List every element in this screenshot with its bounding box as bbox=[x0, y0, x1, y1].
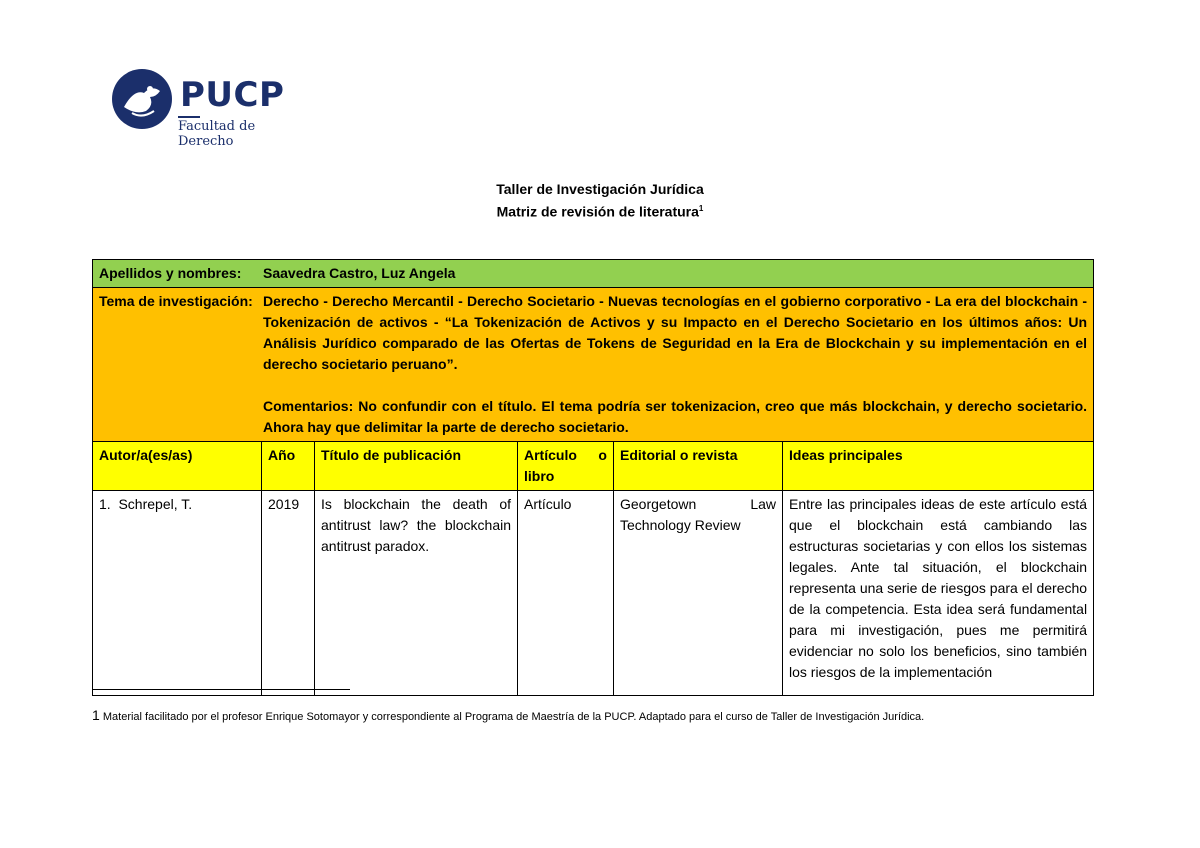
table-row bbox=[93, 491, 1094, 696]
table-header-row bbox=[93, 442, 1094, 491]
topic-label: Tema de investigación: bbox=[99, 293, 253, 309]
topic-comments: Comentarios: No confundir con el título. El tema podría ser tokenizacion, creo que más blockchain, y derecho societario. Ahora hay que delimitar la parte de derecho societario. bbox=[263, 398, 1088, 435]
header-year: Año bbox=[262, 442, 315, 491]
topic-text: Derecho - Derecho Mercantil - Derecho Societario - Nuevas tecnologías en el gobierno corporativo - La era del blockchain - Tokenización de activos - “La Tokenización de Activos y su Impacto en el Derecho Societario en los últimos años: Un Análisis Jurídico comparado de las Ofertas de Tokens de Seguridad en la Era de Blockchain y su implementación en el derecho societario peruano”. bbox=[263, 293, 1088, 372]
row-number: 1. bbox=[99, 496, 111, 512]
logo-faculty-line1: Facultad de bbox=[178, 119, 256, 134]
logo-faculty bbox=[178, 119, 255, 149]
footnote-text: Material facilitado por el profesor Enrique Sotomayor y correspondiente al Programa de Maestría de la PUCP. Adaptado para el curso de Taller de Investigación Jurídica. bbox=[102, 711, 925, 723]
document-subtitle bbox=[0, 199, 1200, 222]
row-author: Schrepel, T. bbox=[118, 496, 193, 512]
student-name: Saavedra Castro, Luz Angela bbox=[263, 265, 456, 281]
footnote-ref: 1 bbox=[698, 204, 704, 213]
logo-faculty-line2: Derecho bbox=[178, 134, 234, 149]
header-type: Artículo o libro bbox=[518, 442, 614, 491]
logo-brand: PUCP bbox=[180, 75, 285, 115]
footnote bbox=[92, 707, 924, 725]
subtitle-text: Matriz de revisión de literatura bbox=[496, 203, 699, 220]
header-author: Autor/a(es/as) bbox=[93, 442, 262, 491]
pucp-emblem-icon bbox=[110, 67, 174, 131]
cell-author bbox=[93, 491, 262, 696]
cell-year: 2019 bbox=[262, 491, 315, 696]
cell-type: Artículo bbox=[518, 491, 614, 696]
header-publisher: Editorial o revista bbox=[614, 442, 783, 491]
header-ideas: Ideas principales bbox=[783, 442, 1094, 491]
student-label: Apellidos y nombres: bbox=[99, 265, 242, 281]
document-header bbox=[0, 179, 1200, 222]
cell-ideas: Entre las principales ideas de este artículo está que el blockchain está cambiando las estructuras societarias y con ellos los sistemas legales. Ante tal situación, el blockchain representa una serie de riesgos para el derecho de la competencia. Esta idea será fundamental para mi investigación, pues me permitirá evidenciar no solo los beneficios, sino también los riesgos de la implementación bbox=[783, 491, 1094, 696]
student-row bbox=[93, 260, 1094, 288]
cell-publisher: Georgetown Law Technology Review bbox=[614, 491, 783, 696]
cell-title: Is blockchain the death of antitrust law? the blockchain antitrust paradox. bbox=[315, 491, 518, 696]
footnote-number: 1 bbox=[92, 707, 100, 723]
logo-divider bbox=[178, 116, 200, 118]
topic-row bbox=[93, 288, 1094, 442]
literature-matrix-table bbox=[92, 259, 1094, 696]
document-title: Taller de Investigación Jurídica bbox=[496, 181, 704, 197]
header-title: Título de publicación bbox=[315, 442, 518, 491]
pucp-logo bbox=[110, 67, 310, 157]
footnote-separator bbox=[92, 689, 350, 690]
